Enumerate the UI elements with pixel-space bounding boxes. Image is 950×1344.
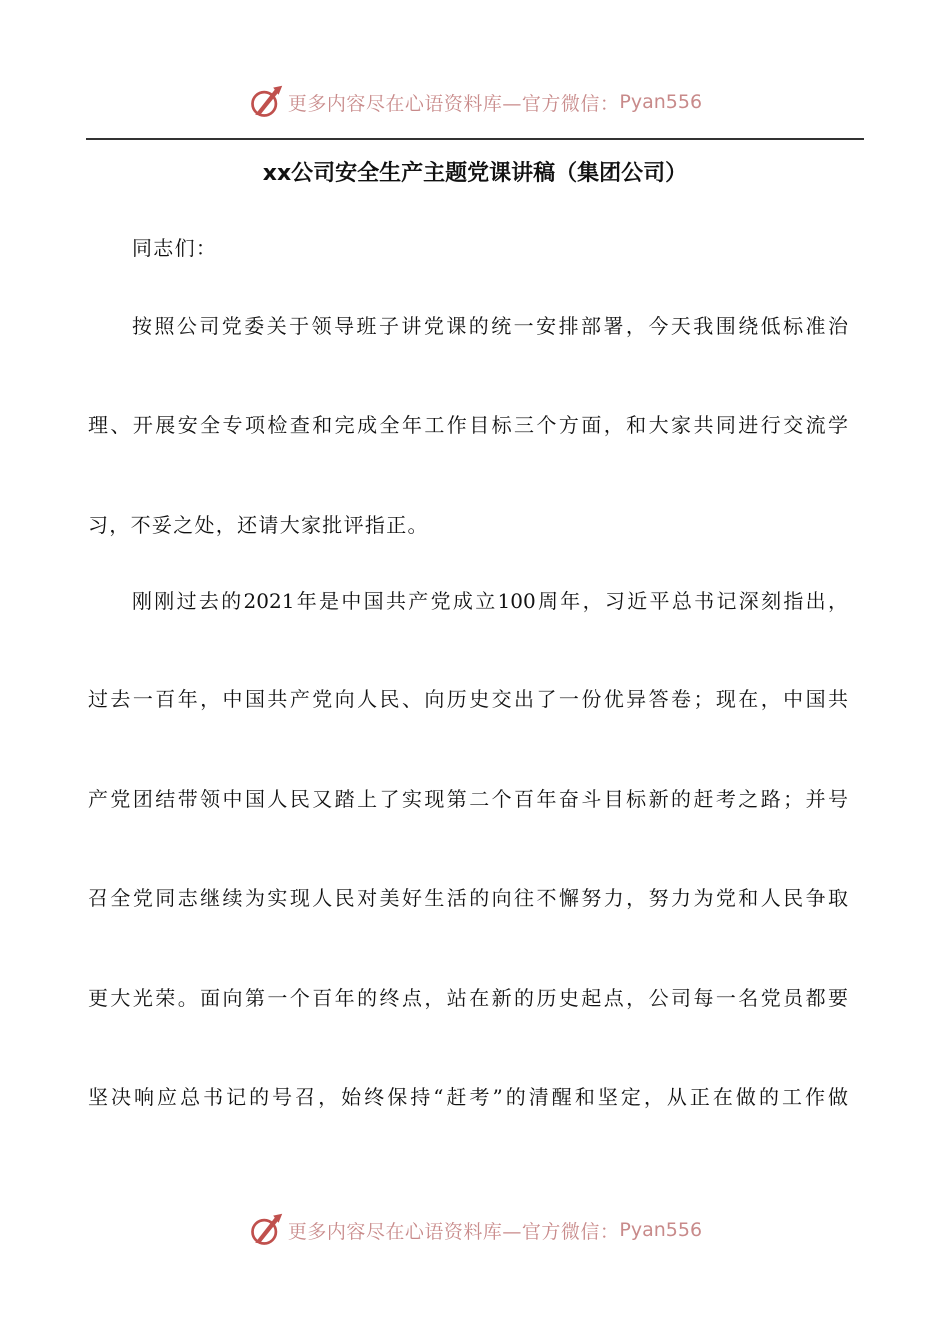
footer-banner bbox=[0, 1210, 950, 1250]
banner-text: 更多内容尽在心语资料库—官方微信： bbox=[287, 92, 620, 115]
body-line: 理、开展安全专项检查和完成全年工作目标三个方面，和大家共同进行交流学 bbox=[88, 413, 848, 437]
salutation-line bbox=[88, 233, 848, 263]
banner-text: 更多内容尽在心语资料库—官方微信： bbox=[287, 1220, 620, 1243]
banner-wechat-id: Pyan556 bbox=[619, 91, 703, 113]
header-divider bbox=[86, 138, 864, 140]
body-line: 按照公司党委关于领导班子讲党课的统一安排部署，今天我围绕低标准治 bbox=[132, 314, 848, 338]
header-banner bbox=[0, 82, 950, 122]
body-line: 坚决响应总书记的号召，始终保持“赶考”的清醒和坚定，从正在做的工作做 bbox=[88, 1085, 848, 1109]
body-line: 产党团结带领中国人民又踏上了实现第二个百年奋斗目标新的赶考之路；并号 bbox=[88, 787, 848, 811]
banner-wechat-id: Pyan556 bbox=[619, 1219, 703, 1241]
quill-pen-logo-icon bbox=[248, 1212, 284, 1248]
document-title: xx公司安全生产主题党课讲稿（集团公司） bbox=[262, 161, 688, 186]
body-line: 习，不妥之处，还请大家批评指正。 bbox=[88, 513, 429, 537]
quill-pen-logo-icon bbox=[248, 84, 284, 120]
salutation-text: 同志们： bbox=[132, 236, 218, 260]
body-line: 过去一百年，中国共产党向人民、向历史交出了一份优异答卷；现在，中国共 bbox=[88, 687, 848, 711]
body-line: 召全党同志继续为实现人民对美好生活的向往不懈努力，努力为党和人民争取 bbox=[88, 886, 848, 910]
body-line: 更大光荣。面向第一个百年的终点，站在新的历史起点，公司每一名党员都要 bbox=[88, 986, 848, 1010]
body-line: 刚刚过去的2021年是中国共产党成立100周年，习近平总书记深刻指出， bbox=[132, 589, 848, 613]
